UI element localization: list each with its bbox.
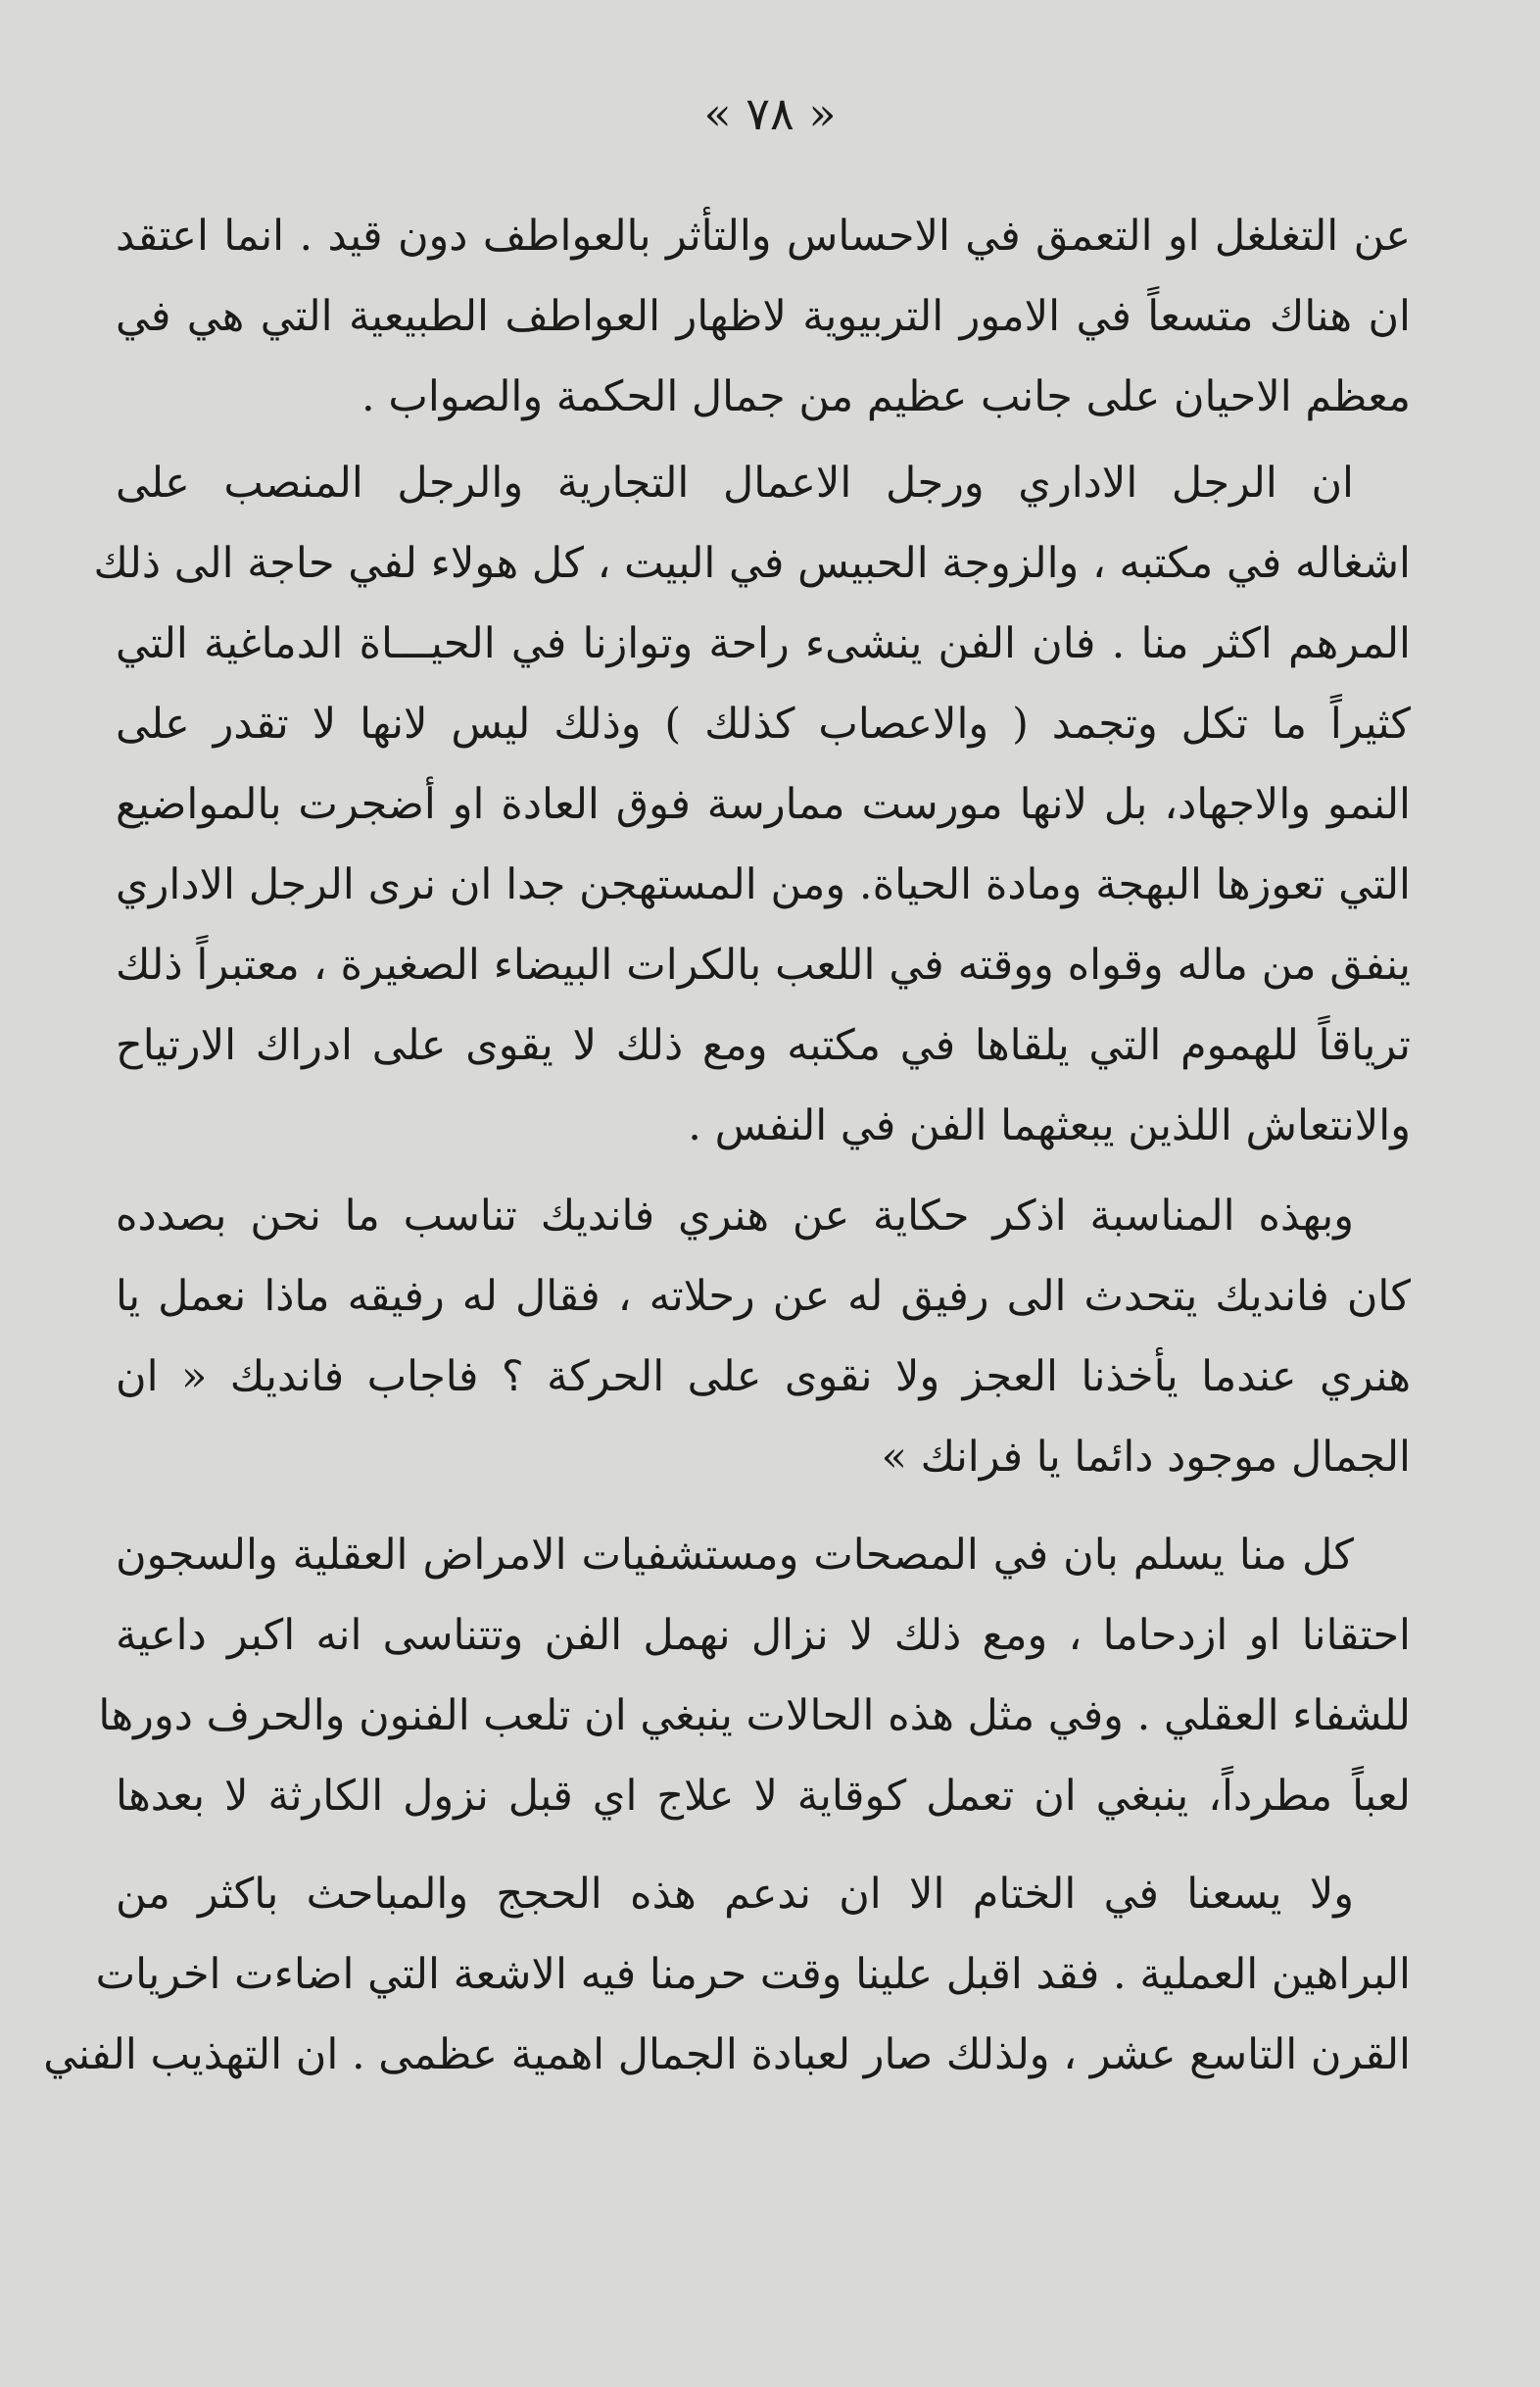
text-line: التي تعوزها البهجة ومادة الحياة. ومن المستهجن جدا ان نرى الرجل الاداري: [116, 860, 1411, 909]
text-line: القرن التاسع عشر ، ولذلك صار لعبادة الجمال اهمية عظمى . ان التهذيب الفني: [43, 2030, 1411, 2079]
text-line: النمو والاجهاد، بل لانها مورست ممارسة فوق العادة او أضجرت بالمواضيع: [116, 780, 1412, 829]
text-line: الجمال موجود دائما يا فرانك »: [881, 1433, 1411, 1482]
text-line: هنري عندما يأخذنا العجز ولا نقوى على الحركة ؟ فاجاب فانديك « ان: [116, 1352, 1411, 1401]
text-line: ان هناك متسعاً في الامور التربيوية لاظهار العواطف الطبيعية التي هي في: [116, 292, 1411, 341]
text-line: عن التغلغل او التعمق في الاحساس والتأثر بالعواطف دون قيد . انما اعتقد: [116, 212, 1411, 261]
text-line: المرهم اكثر منا . فان الفن ينشىء راحة وتوازنا في الحيـــاة الدماغية التي: [116, 619, 1411, 668]
text-line: كان فانديك يتحدث الى رفيق له عن رحلاته ، فقال له رفيقه ماذا نعمل يا: [116, 1272, 1411, 1321]
paragraph-4: [98, 1515, 1411, 1836]
text-line: وبهذه المناسبة اذكر حكاية عن هنري فانديك تناسب ما نحن بصدده: [116, 1192, 1355, 1241]
text-line: كل منا يسلم بان في المصحات ومستشفيات الامراض العقلية والسجون: [116, 1531, 1354, 1580]
paragraph-2: [93, 443, 1412, 1166]
body-text: [43, 196, 1412, 2095]
text-line: احتقانا او ازدحاما ، ومع ذلك لا نزال نهمل الفن وتتناسى انه اكبر داعية: [116, 1611, 1411, 1660]
text-line: ترياقاً للهموم التي يلقاها في مكتبه ومع ذلك لا يقوى على ادراك الارتياح: [116, 1021, 1411, 1070]
paragraph-3: [116, 1176, 1411, 1497]
text-line: ينفق من ماله وقواه ووقته في اللعب بالكرات البيضاء الصغيرة ، معتبراً ذلك: [116, 941, 1411, 990]
text-line: كثيراً ما تكل وتجمد ( والاعصاب كذلك ) وذلك ليس لانها لا تقدر على: [116, 700, 1411, 749]
text-line: ان الرجل الاداري ورجل الاعمال التجارية والرجل المنصب على: [116, 459, 1354, 508]
paragraph-5: [43, 1854, 1411, 2095]
text-line: للشفاء العقلي . وفي مثل هذه الحالات ينبغي ان تلعب الفنون والحرف دورها: [98, 1691, 1411, 1740]
page-number: « ٧٨ »: [703, 87, 837, 140]
text-line: لعباً مطرداً، ينبغي ان تعمل كوقاية لا علاج اي قبل نزول الكارثة لا بعدها: [116, 1772, 1411, 1821]
text-line: معظم الاحيان على جانب عظيم من جمال الحكمة والصواب .: [361, 372, 1411, 421]
text-line: اشغاله في مكتبه ، والزوجة الحبيس في البيت ، كل هولاء لفي حاجة الى ذلك: [93, 539, 1411, 588]
text-line: والانتعاش اللذين يبعثهما الفن في النفس .: [688, 1101, 1411, 1150]
text-line: البراهين العملية . فقد اقبل علينا وقت حرمنا فيه الاشعة التي اضاءت اخريات: [95, 1950, 1411, 1999]
paragraph-1: [116, 196, 1411, 437]
text-line: ولا يسعنا في الختام الا ان ندعم هذه الحجج والمباحث باكثر من: [116, 1870, 1354, 1919]
